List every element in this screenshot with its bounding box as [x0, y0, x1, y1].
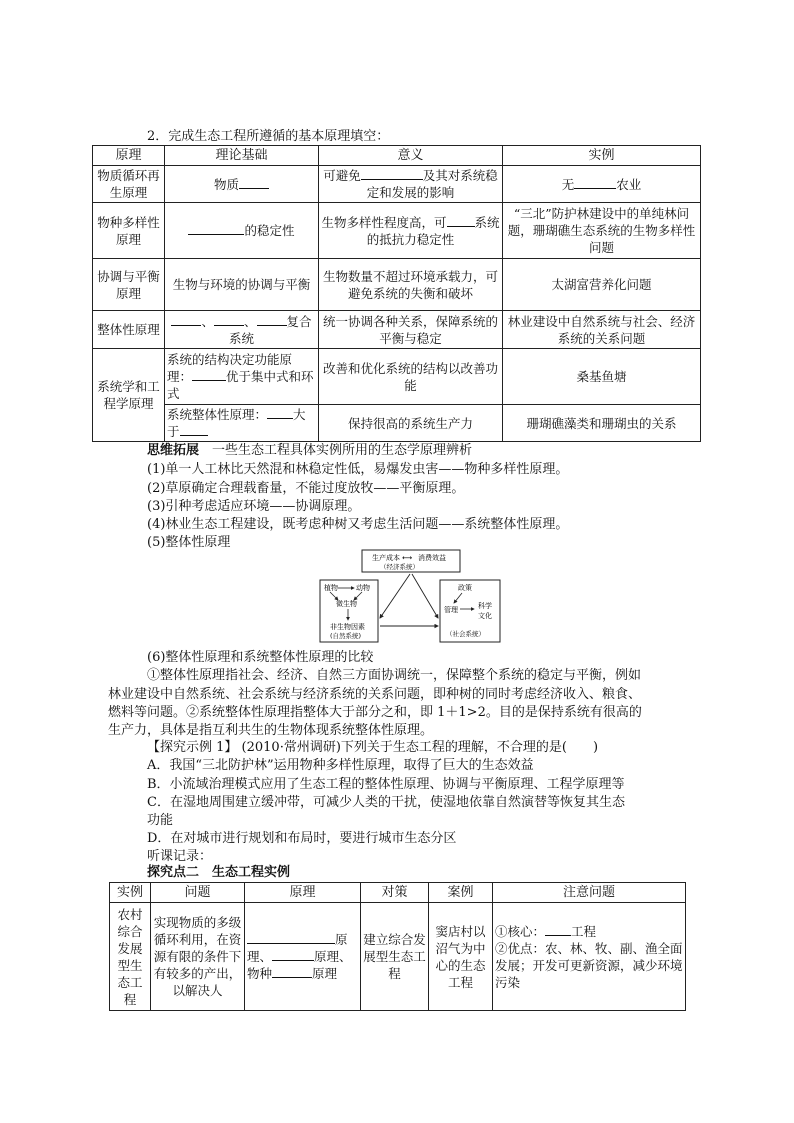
example-text: 桑基鱼塘 — [503, 349, 701, 405]
example-text: 珊瑚礁藻类和珊瑚虫的关系 — [503, 405, 701, 442]
basis-cell — [165, 405, 319, 442]
header-cell: 实例 — [110, 883, 151, 903]
arrow-connector — [412, 574, 438, 618]
meaning-text: 统一协调各种关系，保障系统的平衡与稳定 — [319, 311, 503, 349]
separator: 、 — [243, 313, 257, 329]
node-microbe: 微生物 — [336, 600, 357, 608]
compare-paragraph: 林业建设中自然系统、社会系统与经济系统的关系问题，即种树的同时考虑经济收入、粮食、 — [108, 687, 642, 702]
basis-text: 优于集中式和环式 — [167, 369, 314, 401]
principle-text: 原理、 — [314, 949, 352, 964]
node-culture: 文化 — [478, 612, 492, 620]
option-d: D．在对城市进行规划和布局时，要进行城市生态分区 — [147, 831, 457, 846]
fill-blank — [171, 313, 201, 326]
notes-label: 听课记录： — [147, 849, 213, 864]
note-text: ②优点：农、林、牧、副、渔全面发展；开发可更新资源，减少环境污染 — [495, 940, 683, 990]
system-diagram — [318, 548, 504, 646]
arrow-connector — [380, 574, 410, 618]
basis-text: 的稳定性 — [244, 223, 295, 238]
expand-heading — [147, 442, 472, 459]
header-cell: 原理 — [93, 146, 165, 166]
principle-text: 原 — [335, 932, 348, 947]
principle-text: 理、 — [247, 949, 273, 964]
principle-name: 系统学和工程学原理 — [93, 349, 165, 442]
fill-blank — [574, 176, 616, 189]
fill-blank — [188, 222, 244, 235]
option-a: A．我国“三北防护林”运用物种多样性原理，取得了巨大的生态效益 — [147, 758, 534, 773]
expand-item: (5)整体性原理 — [147, 535, 231, 550]
econ-cost-label: 生产成本 — [372, 554, 400, 562]
node-nonbio: 非生物因素 — [330, 623, 365, 631]
expand-item: (1)单一人工林比天然混和林稳定性低，易爆发虫害——物种多样性原理。 — [147, 462, 569, 477]
expand-item: (3)引种考虑适应环境——协调原理。 — [147, 499, 361, 514]
case-table — [109, 882, 686, 1011]
principle-name: 物质循环再生原理 — [93, 166, 165, 203]
example-cell — [503, 166, 701, 203]
principle-name: 整体性原理 — [93, 311, 165, 349]
fill-blank — [192, 368, 226, 381]
fill-blank — [272, 965, 312, 978]
principle-text: 原理 — [312, 966, 338, 981]
example-question: 【探究示例 1】 (2010·常州调研)下列关于生态工程的理解，不合理的是( ) — [147, 740, 599, 755]
example-text: 林业建设中自然系统与社会、经济系统的关系问题 — [503, 311, 701, 349]
principle-text: 物种 — [247, 966, 273, 981]
principle-name: 物种多样性原理 — [93, 203, 165, 259]
case-example: 窦店村以沼气为中心的生态工程 — [429, 903, 493, 1011]
fill-blank — [214, 313, 244, 326]
node-science: 科学 — [478, 602, 492, 610]
basis-text: 生物与环境的协调与平衡 — [165, 259, 319, 311]
meaning-text: 及其对系统稳定和发展的影响 — [366, 168, 498, 200]
basis-cell — [165, 311, 319, 349]
case-name: 农村综合发展型生态工程 — [110, 903, 151, 1011]
principles-table — [92, 145, 701, 442]
natural-system-label: (自然系统) — [330, 632, 362, 640]
header-cell: 问题 — [151, 883, 245, 903]
separator: 、 — [201, 313, 214, 329]
fill-blank — [239, 176, 269, 189]
example-text: 无 — [561, 176, 575, 192]
basis-cell — [165, 166, 319, 203]
meaning-cell — [319, 203, 503, 259]
option-b: B．小流域治理模式应用了生态工程的整体性原理、协调与平衡原理、工程学原理等 — [147, 777, 625, 792]
note-text: 工程 — [571, 923, 597, 939]
basis-text: 物质 — [213, 176, 239, 192]
measure-text: 建立综合发展型生态工程 — [361, 903, 429, 1011]
expand-subtitle: 一些生态工程具体实例所用的生态学原理辨析 — [212, 443, 473, 458]
example-text: 农业 — [616, 176, 642, 192]
fill-blank — [545, 923, 571, 936]
social-system-label: （社会系统） — [446, 630, 485, 638]
option-c-continued: 功能 — [147, 813, 174, 828]
econ-benefit-label: 消费效益 — [418, 554, 446, 562]
fill-blank — [247, 931, 335, 944]
notes-cell — [493, 903, 686, 1011]
node-plant: 植物 — [324, 584, 338, 592]
example-text: 太湖富营养化问题 — [503, 259, 701, 311]
compare-title: (6)整体性原理和系统整体性原理的比较 — [147, 650, 374, 665]
fill-blank — [257, 313, 287, 326]
note-text: ①核心： — [495, 923, 546, 939]
compare-paragraph: 燃料等问题。②系统整体性原理指整体大于部分之和，即 1＋1>2。目的是保持系统有很高的 — [108, 705, 642, 720]
meaning-text: 生物数量不超过环境承载力，可避免系统的失衡和破坏 — [319, 259, 503, 311]
intro-text: 2．完成生态工程所遵循的基本原理填空： — [147, 129, 390, 144]
header-cell: 意义 — [319, 146, 503, 166]
basis-text: 大于 — [167, 407, 306, 439]
node-policy: 政策 — [458, 584, 472, 592]
fill-blank — [267, 406, 293, 419]
header-cell: 原理 — [245, 883, 361, 903]
expand-title: 思维拓展 — [147, 443, 200, 458]
econ-system-label: （经济系统） — [380, 563, 419, 571]
meaning-text: 系统的抵抗力稳定性 — [366, 214, 500, 247]
option-c: C．在湿地周围建立缓冲带，可减少人类的干扰，使湿地依靠自然演替等恢复其生态 — [147, 795, 625, 810]
basis-text: 复合系统 — [228, 313, 312, 346]
meaning-text: 保持很高的系统生产力 — [319, 405, 503, 442]
basis-text: 系统整体性原理： — [167, 407, 268, 422]
node-manage: 管理 — [444, 606, 458, 614]
basis-cell — [165, 349, 319, 405]
header-cell: 理论基础 — [165, 146, 319, 166]
fill-blank — [180, 423, 208, 436]
principle-cell — [245, 903, 361, 1011]
expand-item: (2)草原确定合理载畜量，不能过度放牧——平衡原理。 — [147, 481, 465, 496]
header-cell: 注意问题 — [493, 883, 686, 903]
basis-text: 系统的结构决定功能原理： — [167, 352, 293, 384]
header-cell: 实例 — [503, 146, 701, 166]
expand-item: (4)林业生态工程建设，既考虑种树又考虑生活问题——系统整体性原理。 — [147, 517, 569, 532]
meaning-text: 改善和优化系统的结构以改善功能 — [319, 349, 503, 405]
fill-blank — [447, 214, 475, 227]
basis-cell — [165, 203, 319, 259]
principle-name: 协调与平衡原理 — [93, 259, 165, 311]
compare-paragraph: 生产力，具体是指互利共生的生物体现系统整体性原理。 — [108, 723, 434, 738]
econ-arrow: ⟷ — [402, 554, 413, 562]
problem-text: 实现物质的多级循环利用，在资源有限的条件下有较多的产出，以解决人 — [151, 903, 245, 1011]
compare-paragraph: ①整体性原理指社会、经济、自然三方面协调统一，保障整个系统的稳定与平衡，例如 — [147, 668, 642, 683]
section-heading: 探究点二 生态工程实例 — [147, 865, 291, 880]
header-cell: 案例 — [429, 883, 493, 903]
fill-blank — [361, 167, 423, 180]
meaning-text: 可避免 — [323, 168, 361, 183]
example-text: “三北”防护林建设中的单纯林问题，珊瑚礁生态系统的生物多样性问题 — [503, 203, 701, 259]
meaning-text: 生物多样性程度高，可 — [321, 214, 447, 230]
fill-blank — [272, 948, 314, 961]
header-cell: 对策 — [361, 883, 429, 903]
node-animal: 动物 — [356, 584, 370, 592]
meaning-cell — [319, 166, 503, 203]
